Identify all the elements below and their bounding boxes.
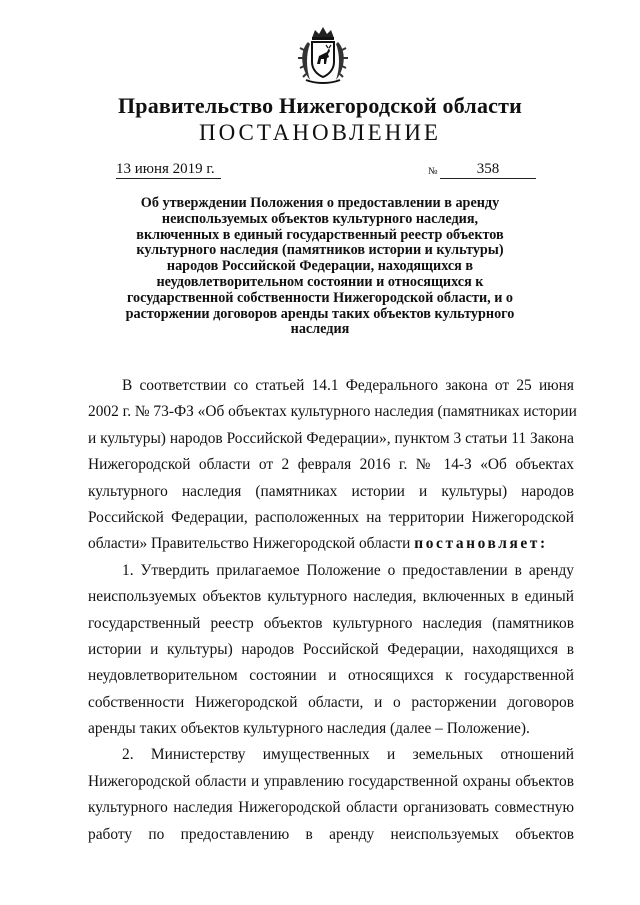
body-line: и культуры) народов Российской Федерации», пунктом 3 статьи 11 Закона: [88, 429, 574, 447]
body-line: аренды таких объектов культурного наследия (далее – Положение).: [88, 720, 530, 738]
paragraph-item-1: [88, 558, 574, 743]
body-line: Российской Федерации, расположенных на территории Нижегородской: [88, 508, 574, 526]
document-type: ПОСТАНОВЛЕНИЕ: [199, 120, 441, 145]
body-line: государственный реестр объектов культурного наследия (памятников: [88, 614, 574, 632]
organization-title: Правительство Нижегородской области: [117, 93, 522, 118]
body-line-text: области» Правительство Нижегородской области: [88, 535, 415, 553]
subject-line: включенных в единый государственный реестр объектов: [136, 226, 504, 243]
subject-line: Об утверждении Положения о предоставлении в аренду: [140, 195, 500, 211]
paragraph-item-2: [88, 742, 574, 848]
body-line: работу по предоставлению в аренду неиспользуемых объектов: [88, 825, 574, 843]
coat-of-arms-icon: [296, 24, 350, 86]
subject-line: государственной собственности Нижегородской области, и о: [126, 289, 514, 306]
document-number: 358: [440, 160, 536, 179]
body-line: 1. Утвердить прилагаемое Положение о предоставлении в аренду: [122, 561, 574, 579]
decree-keyword: постановляет:: [414, 535, 548, 553]
body-line: [88, 531, 574, 557]
body-line: 2. Министерству имущественных и земельных отношений: [122, 746, 574, 764]
subject-line: неудовлетворительном состоянии и относящихся к: [156, 273, 484, 290]
paragraph-preamble: [88, 373, 577, 558]
number-sign: №: [428, 166, 438, 177]
body-line: Нижегородской области и управлению государственной охраны объектов: [88, 772, 574, 790]
document-subject: [100, 196, 540, 338]
document-date: 13 июня 2019 г.: [116, 160, 221, 179]
body-line: 2002 г. № 73-ФЗ «Об объектах культурного наследия (памятниках истории: [88, 403, 577, 421]
subject-line: расторжении договоров аренды таких объектов культурного: [125, 305, 515, 322]
body-line: культурного наследия Нижегородской области организовать совместную: [88, 799, 574, 817]
body-line: собственности Нижегородской области, и о расторжении договоров: [88, 693, 574, 711]
subject-line: неиспользуемых объектов культурного наследия,: [161, 210, 479, 227]
body-line: неиспользуемых объектов культурного наследия, включенных в единый: [88, 588, 574, 606]
body-line: культурного наследия (памятниках истории и культуры) народов: [88, 482, 574, 500]
body-line: Нижегородской области от 2 февраля 2016 г. № 14-З «Об объектах: [88, 456, 574, 474]
document-body: [88, 373, 577, 848]
subject-line: культурного наследия (памятников истории и культуры): [136, 242, 504, 259]
body-line: истории и культуры) народов Российской Федерации, находящихся в: [88, 640, 574, 658]
body-line: неудовлетворительном состоянии и относящихся к государственной: [88, 667, 574, 685]
body-line: В соответствии со статьей 14.1 Федерального закона от 25 июня: [122, 377, 574, 394]
subject-line: наследия: [290, 321, 350, 338]
subject-line: народов Российской Федерации, находящихся в: [166, 258, 474, 275]
